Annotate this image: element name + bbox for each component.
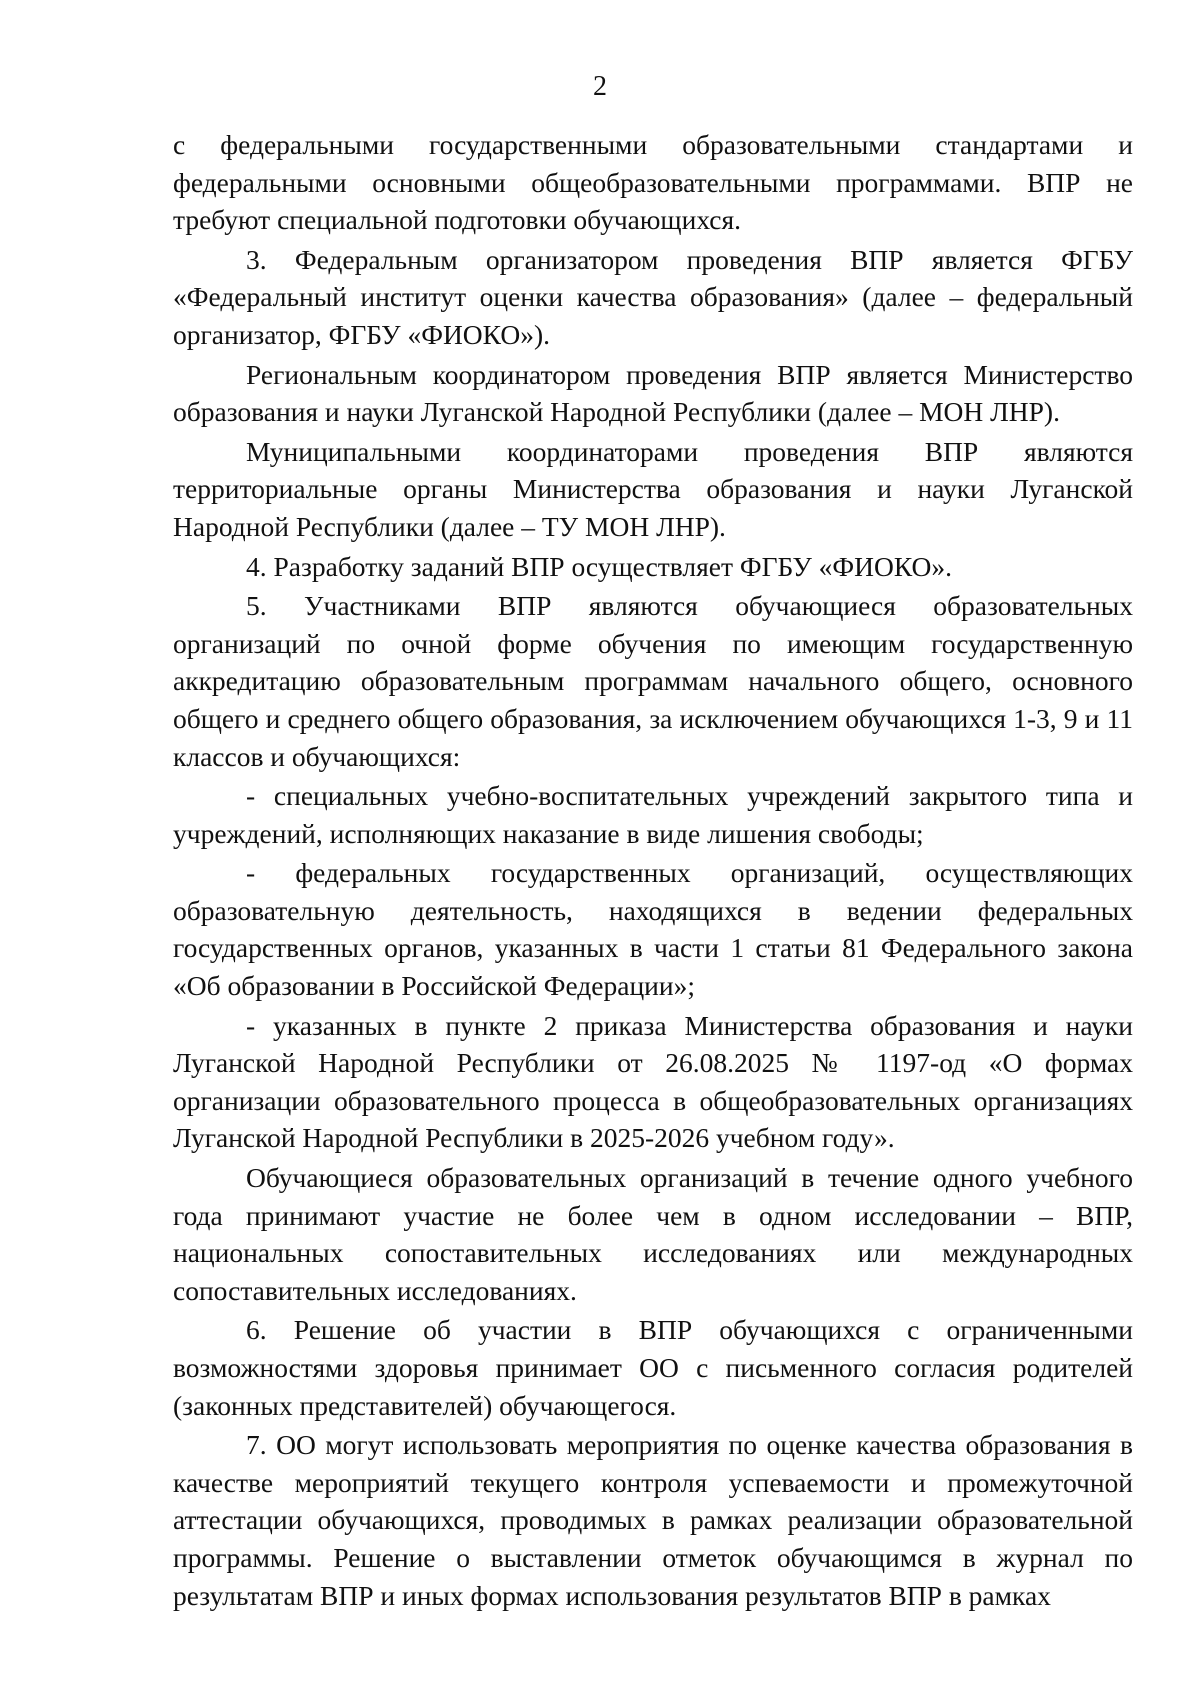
document-body [173,126,1133,1616]
list-item-order-reference: - указанных в пункте 2 приказа Министерства образования и науки Луганской Народной Республики от 26.08.2025 № 1197-од «О формах организации образовательного процесса в общеобразовательных организациях Луганской Народной Республики в 2025-2026 учебном году». [173,1009,1133,1154]
page-number: 2 [593,71,607,102]
list-item-special-institutions: - специальных учебно-воспитательных учреждений закрытого типа и учреждений, исполняющих наказание в виде лишения свободы; [173,780,1133,849]
paragraph-item-7: 7. ОО могут использовать мероприятия по оценке качества образования в качестве мероприятий текущего контроля успеваемости и промежуточной аттестации обучающихся, проводимых в рамках реализации образовательной программы. Решение о выставлении отметок обучающимся в журнал по результатам ВПР и иных формах использования результатов ВПР в рамках [173,1429,1133,1611]
list-item-federal-organizations: - федеральных государственных организаций, осуществляющих образовательную деятельность, находящихся в ведении федеральных государственных органов, указанных в части 1 статьи 81 Федерального закона «Об образовании в Российской Федерации»; [173,857,1133,1002]
paragraph-item-6: 6. Решение об участии в ВПР обучающихся с ограниченными возможностями здоровья принимает ОО с письменного согласия родителей (законных представителей) обучающегося. [173,1314,1133,1421]
paragraph-municipal-coordinators: Муниципальными координаторами проведения ВПР являются территориальные органы Министерства образования и науки Луганской Народной Республики (далее – ТУ МОН ЛНР). [173,435,1133,542]
paragraph-regional-coordinator: Региональным координатором проведения ВПР является Министерство образования и науки Луганской Народной Республики (далее – МОН ЛНР). [173,358,1133,428]
paragraph-participation-limit: Обучающиеся образовательных организаций в течение одного учебного года принимают участие не более чем в одном исследовании – ВПР, национальных сопоставительных исследованиях или международных сопоставительных исследованиях. [173,1162,1133,1306]
paragraph-continuation: с федеральными государственными образовательными стандартами и федеральными основными общеобразовательными программами. ВПР не требуют специальной подготовки обучающихся. [173,129,1133,236]
paragraph-item-4: 4. Разработку заданий ВПР осуществляет ФГБУ «ФИОКО». [246,550,953,582]
paragraph-item-3: 3. Федеральным организатором проведения ВПР является ФГБУ «Федеральный институт оценки качества образования» (далее – федеральный организатор, ФГБУ «ФИОКО»). [173,243,1133,350]
paragraph-item-5: 5. Участниками ВПР являются обучающиеся образовательных организаций по очной форме обучения по имеющим государственную аккредитацию образовательным программам начального общего, основного общего и среднего общего образования, за исключением обучающихся 1-3, 9 и 11 классов и обучающихся: [173,590,1133,772]
